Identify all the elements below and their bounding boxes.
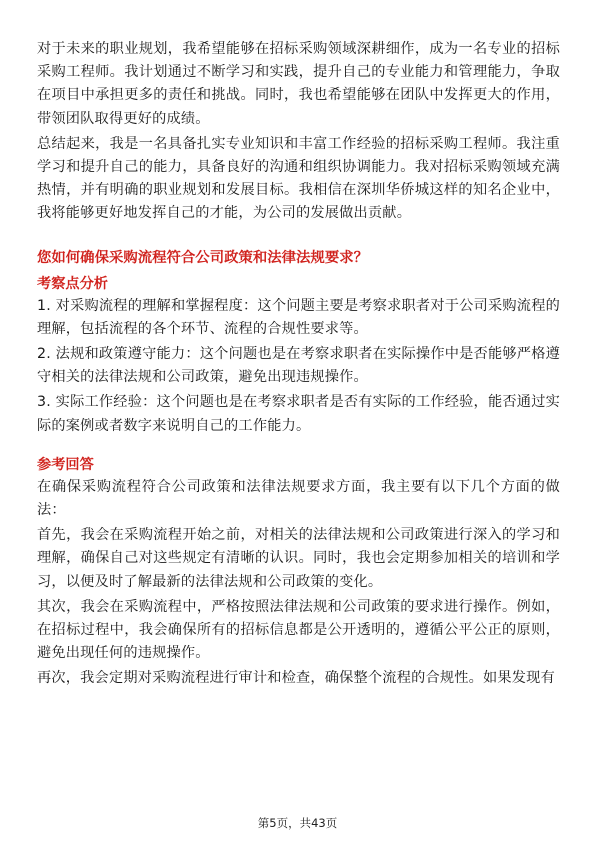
- analysis-item-3: 3. 实际工作经验：这个问题也是在考察求职者是否有实际的工作经验，能否通过实际的案例或者数字来说明自己的工作能力。: [37, 394, 560, 434]
- intro-paragraph-1: 对于未来的职业规划，我希望能够在招标采购领域深耕细作，成为一名专业的招标采购工程师。我计划通过不断学习和实践，提升自己的专业能力和管理能力，争取在项目中承担更多的责任和挑战。同时，我也希望能够在团队中发挥更大的作用，带领团队取得更好的成绩。: [37, 41, 560, 127]
- answer-paragraph-4: 再次，我会定期对采购流程进行审计和检查，确保整个流程的合规性。如果发现有: [37, 670, 555, 687]
- answer-heading: 参考回答: [37, 456, 94, 473]
- interview-question: 您如何确保采购流程符合公司政策和法律法规要求？: [37, 249, 368, 266]
- answer-paragraph-3: 其次，我会在采购流程中，严格按照法律法规和公司政策的要求进行操作。例如，在招标过程中，我会确保所有的招标信息都是公开透明的，遵循公平公正的原则，避免出现任何的违规操作。: [37, 598, 560, 662]
- page-content: [37, 38, 560, 693]
- answer-paragraph-1: 在确保采购流程符合公司政策和法律法规要求方面，我主要有以下几个方面的做法：: [37, 478, 560, 519]
- spacer: [37, 440, 560, 455]
- analysis-heading: 考察点分析: [37, 275, 108, 292]
- intro-paragraph-2: 总结起来，我是一名具备扎实专业知识和丰富工作经验的招标采购工程师。我注重学习和提升自己的能力，具备良好的沟通和组织协调能力。我对招标采购领域充满热情，并有明确的职业规划和发展目标。我相信在深圳华侨城这样的知名企业中，我将能够更好地发挥自己的才能，为公司的发展做出贡献。: [37, 135, 560, 222]
- spacer: [37, 228, 560, 247]
- analysis-item-2: 2. 法规和政策遵守能力：这个问题也是在考察求职者在实际操作中是否能够严格遵守相关的法律法规和公司政策，避免出现违规操作。: [37, 346, 560, 386]
- analysis-item-1: 1. 对采购流程的理解和掌握程度：这个问题主要是考察求职者对于公司采购流程的理解，包括流程的各个环节、流程的合规性要求等。: [37, 297, 560, 337]
- page-number: 第5页，共43页: [257, 816, 338, 830]
- answer-paragraph-2: 首先，我会在采购流程开始之前，对相关的法律法规和公司政策进行深入的学习和理解，确保自己对这些规定有清晰的认识。同时，我也会定期参加相关的培训和学习，以便及时了解最新的法律法规和公司政策的变化。: [37, 527, 560, 590]
